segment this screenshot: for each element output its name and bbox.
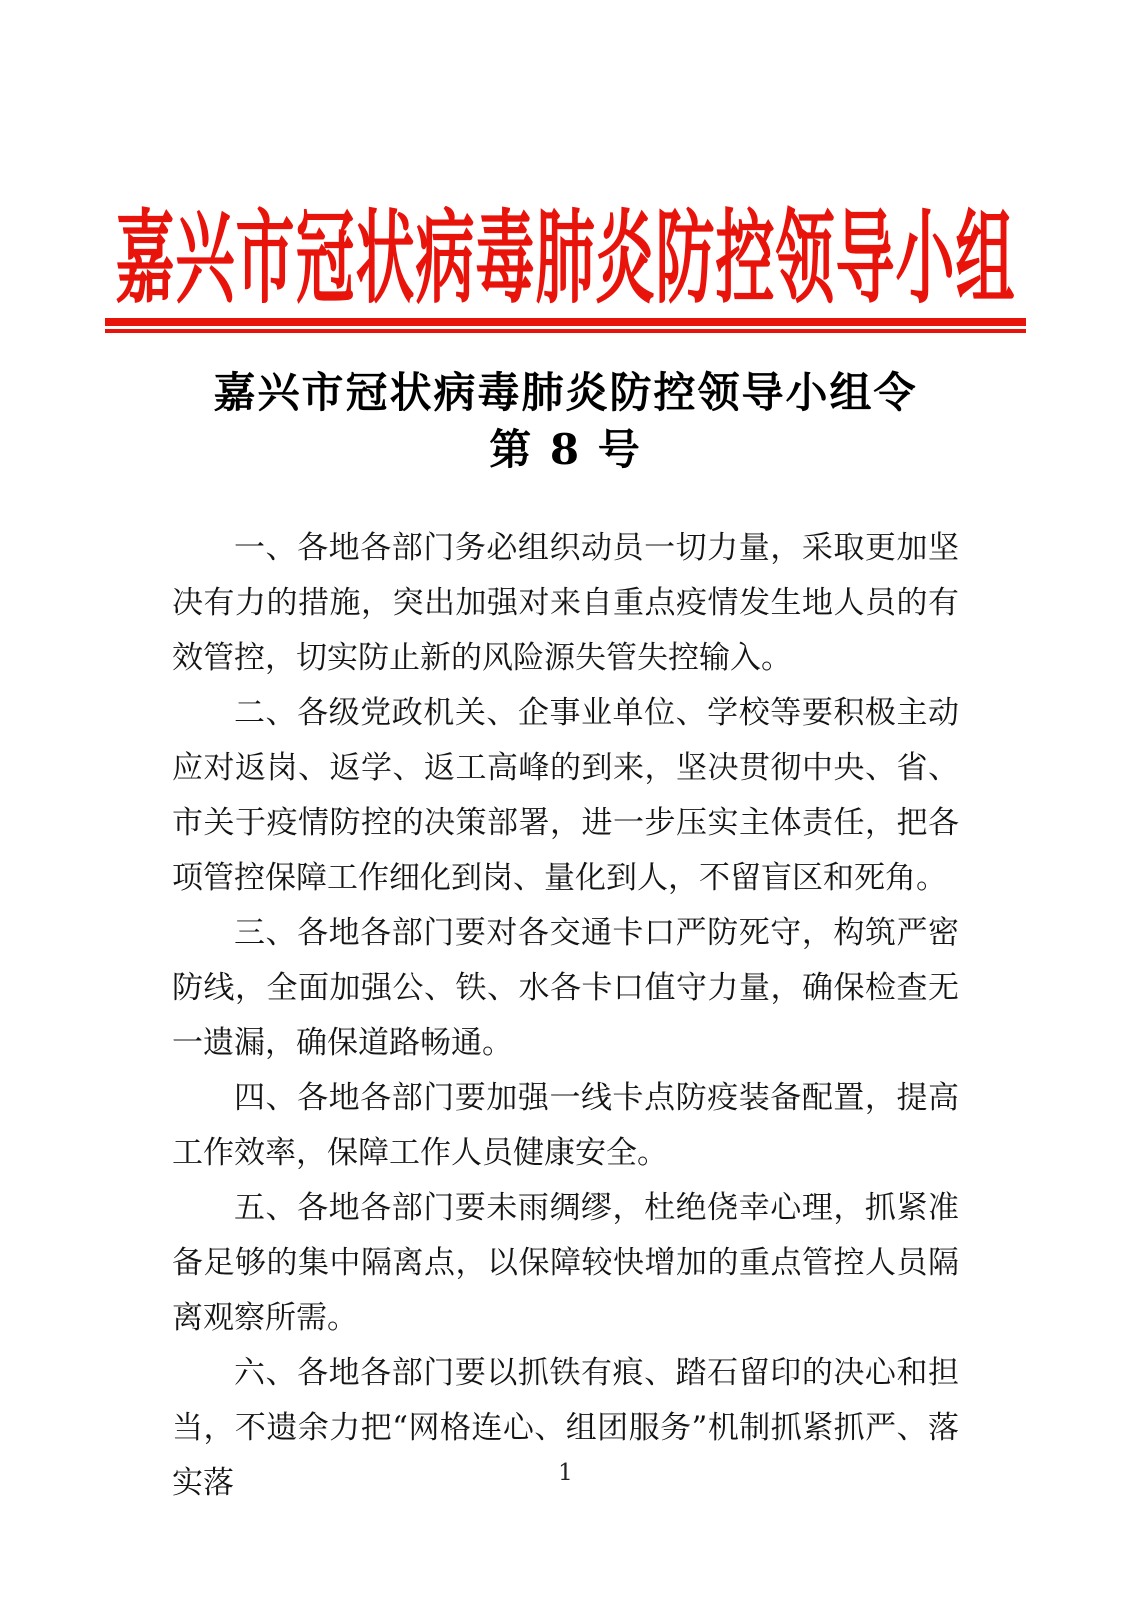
document-title: 嘉兴市冠状病毒肺炎防控领导小组令 xyxy=(213,368,918,417)
body-paragraph-6: 六、各地各部门要以抓铁有痕、踏石留印的决心和担当，不遗余力把“网格连心、组团服务”机制抓紧抓严、落实落 xyxy=(172,1355,959,1501)
red-separator-rule xyxy=(105,318,1026,333)
body-paragraph-3: 三、各地各部门要对各交通卡口严防死守，构筑严密防线，全面加强公、铁、水各卡口值守力量，确保检查无一遗漏，确保道路畅通。 xyxy=(172,915,959,1061)
letterhead-container xyxy=(0,186,1131,317)
body-paragraph-1: 一、各地各部门务必组织动员一切力量，采取更加坚决有力的措施，突出加强对来自重点疫情发生地人员的有效管控，切实防止新的风险源失管失控输入。 xyxy=(172,530,959,676)
red-rule-thin-line xyxy=(105,329,1026,333)
document-body xyxy=(172,521,959,1511)
body-paragraph-5: 五、各地各部门要未雨绸缪，杜绝侥幸心理，抓紧准备足够的集中隔离点，以保障较快增加的重点管控人员隔离观察所需。 xyxy=(172,1190,959,1336)
letterhead-org-name: 嘉兴市冠状病毒肺炎防控领导小组 xyxy=(115,198,1016,317)
document-title-block xyxy=(0,364,1131,478)
body-paragraph-2: 二、各级党政机关、企事业单位、学校等要积极主动应对返岗、返学、返工高峰的到来，坚决贯彻中央、省、市关于疫情防控的决策部署，进一步压实主体责任，把各项管控保障工作细化到岗、量化到人，不留盲区和死角。 xyxy=(172,695,959,896)
document-number: 第 8 号 xyxy=(489,425,642,474)
body-paragraph-4: 四、各地各部门要加强一线卡点防疫装备配置，提高工作效率，保障工作人员健康安全。 xyxy=(172,1080,959,1171)
page-number: 1 xyxy=(558,1460,573,1486)
red-rule-thick-line xyxy=(105,318,1026,326)
